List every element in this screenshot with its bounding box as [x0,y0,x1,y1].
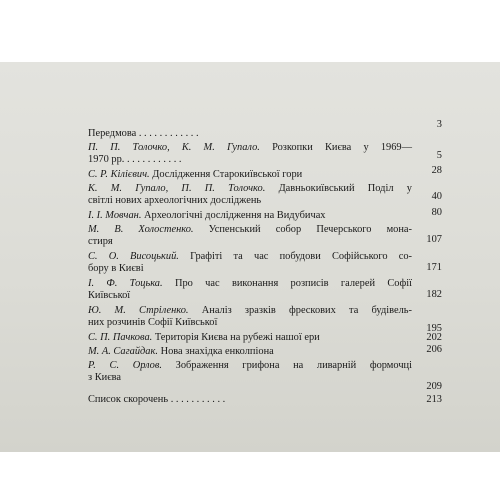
toc-page-number: 107 [426,234,442,245]
toc-page-number: 206 [426,344,442,355]
toc-entry-line [88,305,412,317]
toc-entry-title: Список скорочень . . . . . . . . . . . [88,394,226,405]
toc-author: С. П. Пачкова. [88,332,153,343]
toc-page-number: 202 [426,332,442,343]
toc-entry [88,346,442,360]
toc-entry-line: Київської [88,290,131,302]
toc-entry-title: Зображення грифона на ливарній формочці [175,360,412,371]
toc-entry-line [88,183,412,195]
toc-entry [88,251,442,278]
toc-entry-title: Передмова . . . . . . . . . . . . [88,128,199,139]
toc-page-number: 171 [426,262,442,273]
toc-entry-title: Графіті та час побудови Софійського со- [190,251,412,262]
toc-entry-line [88,224,412,236]
toc-author: С. О. Висоцький. [88,251,179,262]
toc-page-number: 195 [426,323,442,334]
toc-entry-title: Нова знахідка енколпіона [160,346,274,357]
toc-author: М. В. Холостенко. [88,224,194,235]
toc-page-number: 209 [426,381,442,392]
toc-entry-title: Дослідження Старокиївської гори [152,169,303,180]
toc-author: К. М. Гупало, П. П. Толочко. [88,183,266,194]
toc-entry [88,207,442,224]
toc-entry-title: Давньокиївський Поділ у [278,183,412,194]
toc-page-number: 40 [431,191,442,202]
toc-page-number: 182 [426,289,442,300]
toc-author: Ю. М. Стріленко. [88,305,189,316]
toc-entry [88,394,442,408]
toc-page-number: 80 [431,207,442,218]
toc-author: Р. С. Орлов. [88,360,162,371]
toc-entry-line [88,278,412,290]
toc-author: С. Р. Кілієвич. [88,169,150,180]
toc-author: І. І. Мовчан. [88,210,142,221]
toc-entry-title: Успенський собор Печерського мона- [208,224,412,235]
toc-entry-title: Розкопки Києва у 1969— [272,142,413,153]
toc-page-number: 3 [436,119,442,130]
toc-entry-line: 1970 рр. . . . . . . . . . . . [88,154,182,166]
toc-entry [88,360,442,392]
toc-entry [88,278,442,305]
toc-entry [88,165,442,183]
toc-entry [88,183,442,210]
book-page [0,62,500,452]
toc-entry-line [88,142,412,154]
toc-entry-line [88,210,412,222]
toc-page-number: 5 [436,150,442,161]
toc-entry [88,142,442,169]
toc-entry [88,305,442,332]
toc-entry-line [88,346,412,358]
toc-entry-title: Про час виконання розписів галерей Софії [174,278,413,289]
toc-entry [88,119,442,142]
toc-entry [88,332,442,346]
toc-entry-line [88,360,412,372]
toc-entry-line: бору в Києві [88,263,144,275]
toc-entry-title: Археологічні дослідження на Видубичах [144,210,326,221]
toc-author: П. П. Толочко, К. М. Гупало. [88,142,260,153]
toc-entry-line: світлі нових археологічних досліджень [88,195,262,207]
toc-author: І. Ф. Тоцька. [88,278,163,289]
toc-entry-title: Територія Києва на рубежі нашої ери [154,332,320,343]
toc-author: М. А. Сагайдак. [88,346,158,357]
toc-entry [88,224,442,251]
toc-entry-line: з Києва [88,372,122,384]
toc-entry-line [88,169,412,181]
table-of-contents [88,119,442,408]
toc-page-number: 28 [431,165,442,176]
toc-entry-line [88,251,412,263]
toc-entry-line [88,332,412,344]
toc-page-number: 213 [426,394,442,405]
toc-entry-line: них розчинів Софії Київської [88,317,218,329]
toc-entry-title: Аналіз зразків фрескових та будівель- [201,305,412,316]
toc-entry-line: стиря [88,236,113,248]
